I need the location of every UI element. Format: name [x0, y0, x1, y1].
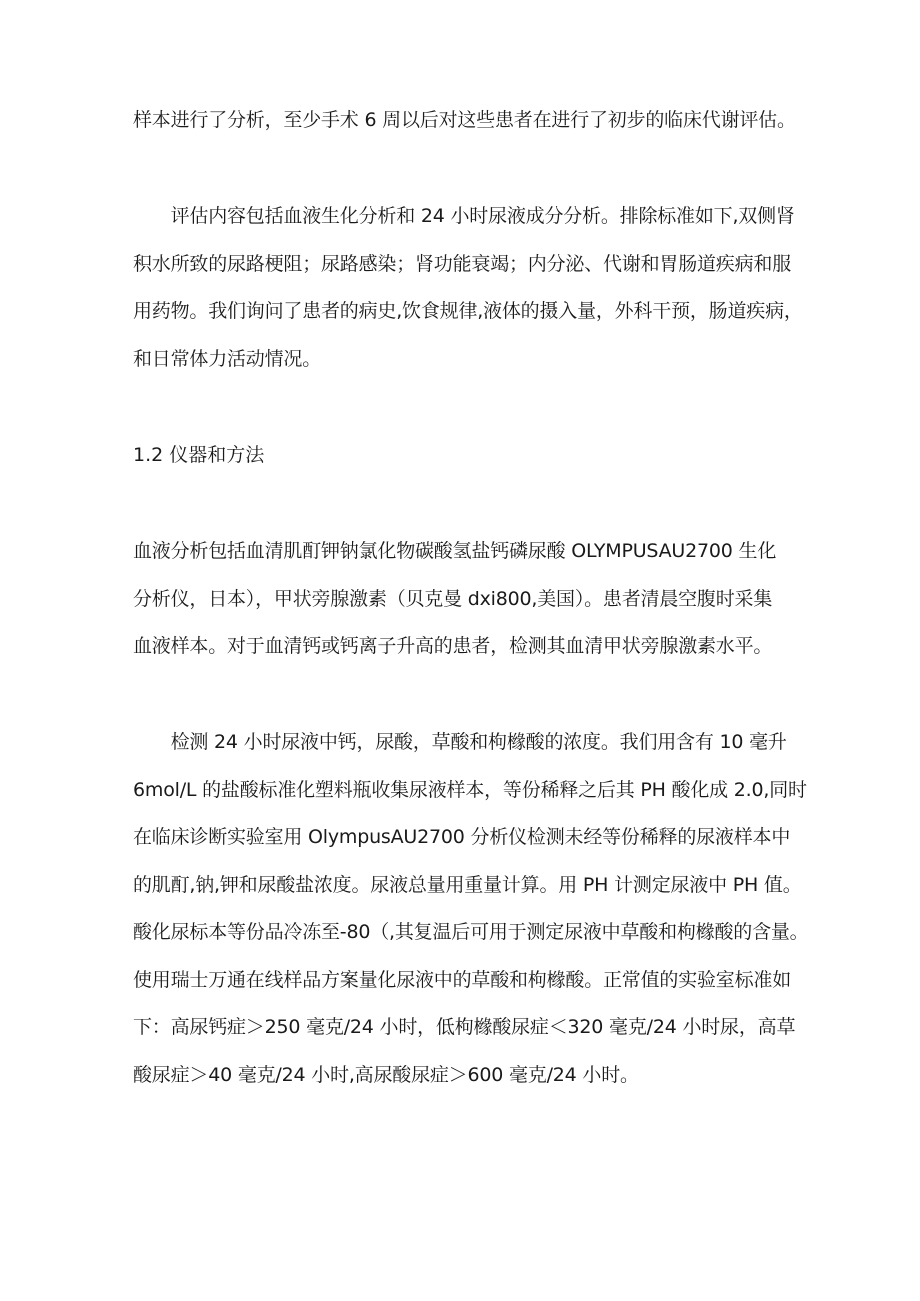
- text-line: 检测 24 小时尿液中钙，尿酸，草酸和枸橼酸的浓度。我们用含有 10 毫升: [133, 731, 787, 753]
- section-heading: 1.2 仪器和方法: [133, 444, 265, 466]
- text-line: 血液样本。对于血清钙或钙离子升高的患者，检测其血清甲状旁腺激素水平。: [133, 635, 773, 657]
- paragraph-blood-analysis: [133, 528, 801, 671]
- text-line: 血液分析包括血清肌酊钾钠氯化物碳酸氢盐钙磷尿酸 OLYMPUSAU2700 生化: [133, 540, 777, 562]
- text-line: 用药物。我们询问了患者的病史,饮食规律,液体的摄入量，外科干预，肠道疾病，: [133, 300, 803, 322]
- text-line: 6mol/L 的盐酸标准化塑料瓶收集尿液样本，等份稀释之后其 PH 酸化成 2.0,同时: [133, 778, 807, 801]
- text-line: 评估内容包括血液生化分析和 24 小时尿液成分分析。排除标准如下,双侧肾: [133, 205, 795, 227]
- text-line: 酸化尿标本等份品冷冻至-80（,其复温后可用于测定尿液中草酸和枸橼酸的含量。: [133, 921, 809, 943]
- paragraph-urine-analysis: [133, 719, 809, 1099]
- text-line: 积水所致的尿路梗阻；尿路感染；肾功能衰竭；内分泌、代谢和胃肠道疾病和服: [133, 252, 792, 275]
- text-line: 下：高尿钙症＞250 毫克/24 小时，低枸橼酸尿症＜320 毫克/24 小时尿，高草: [133, 1016, 796, 1038]
- text-line: 分析仪，日本），甲状旁腺激素（贝克曼 dxi800,美国）。患者清晨空腹时采集: [133, 587, 773, 610]
- text-line: 在临床诊断实验室用 OlympusAU2700 分析仪检测未经等份稀释的尿液样本中: [133, 826, 791, 848]
- text-line: 和日常体力活动情况。: [133, 347, 322, 370]
- text-line: 样本进行了分析，至少手术 6 周以后对这些患者在进行了初步的临床代谢评估。: [133, 109, 796, 131]
- paragraph-intro-continuation: [133, 97, 801, 145]
- text-line: 使用瑞士万通在线样品方案量化尿液中的草酸和枸橼酸。正常值的实验室标准如: [133, 968, 792, 991]
- text-line: 的肌酊,钠,钾和尿酸盐浓度。尿液总量用重量计算。用 PH 计测定尿液中 PH 值。: [133, 873, 802, 896]
- text-line: 酸尿症＞40 毫克/24 小时,高尿酸尿症＞600 毫克/24 小时。: [133, 1063, 639, 1086]
- paragraph-evaluation: [133, 193, 801, 383]
